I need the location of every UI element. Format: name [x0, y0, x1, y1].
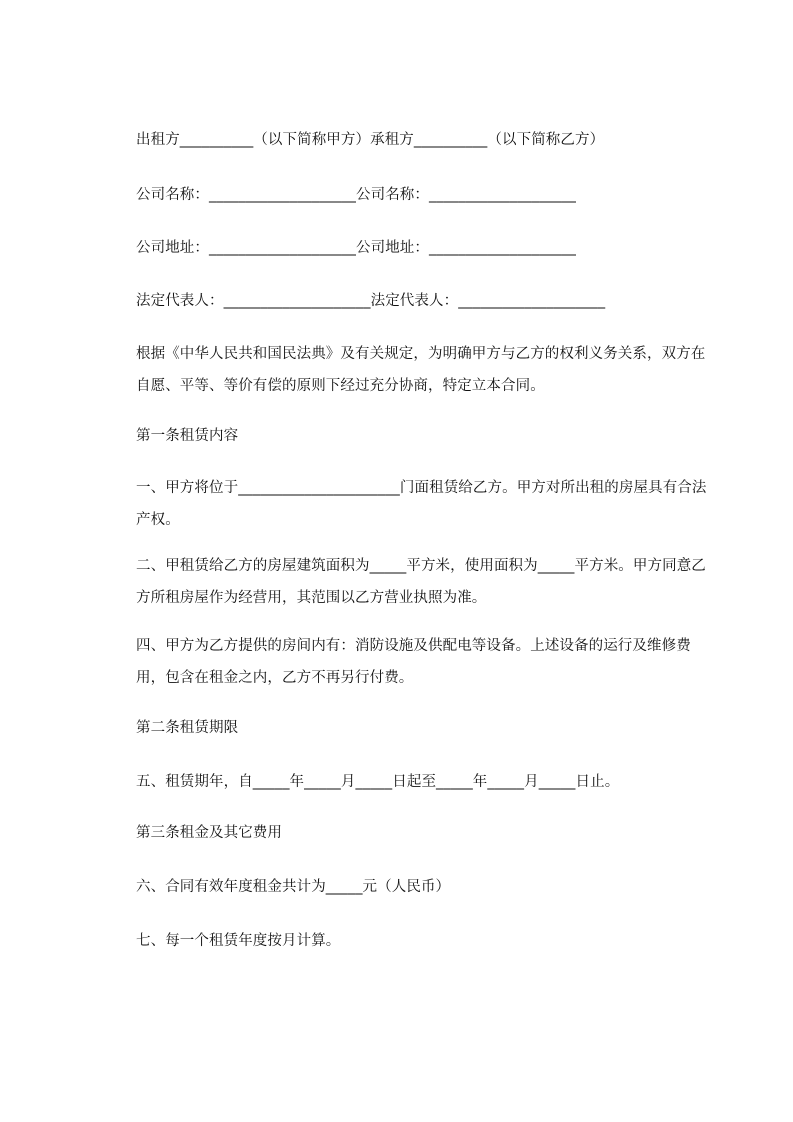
company-address-line: 公司地址：____________________公司地址：____________________: [136, 240, 576, 256]
company-name-line: 公司名称：____________________公司名称：____________________: [136, 187, 576, 203]
clause-1-paragraph: 一、甲方将位于______________________门面租赁给乙方。甲方对所出租的房屋具有合法产权。: [136, 480, 707, 528]
clause-6-line: 六、合同有效年度租金共计为_____元（人民币）: [136, 879, 451, 895]
clause-7-line: 七、每一个租赁年度按月计算。: [136, 933, 341, 949]
clause-5-line: 五、租赁期年，自_____年_____月_____日起至_____年_____月_____日止。: [136, 774, 620, 790]
article-3-title: 第三条租金及其它费用: [136, 825, 282, 841]
article-2-title: 第二条租赁期限: [136, 720, 239, 736]
preamble-paragraph: 根据《中华人民共和国民法典》及有关规定，为明确甲方与乙方的权利义务关系，双方在自愿、平等、等价有偿的原则下经过充分协商，特定立本合同。: [136, 346, 706, 394]
clause-2-paragraph: 二、甲租赁给乙方的房屋建筑面积为_____平方米，使用面积为_____平方米。甲方同意乙方所租房屋作为经营用，其范围以乙方营业执照为准。: [136, 558, 706, 606]
clause-4-paragraph: 四、甲方为乙方提供的房间内有：消防设施及供配电等设备。上述设备的运行及维修费用，包含在租金之内，乙方不再另行付费。: [136, 638, 691, 686]
legal-representative-line: 法定代表人：____________________法定代表人：____________________: [136, 293, 606, 309]
article-1-title: 第一条租赁内容: [136, 428, 239, 444]
parties-line: 出租方__________（以下简称甲方）承租方__________（以下简称乙方）: [136, 132, 605, 148]
